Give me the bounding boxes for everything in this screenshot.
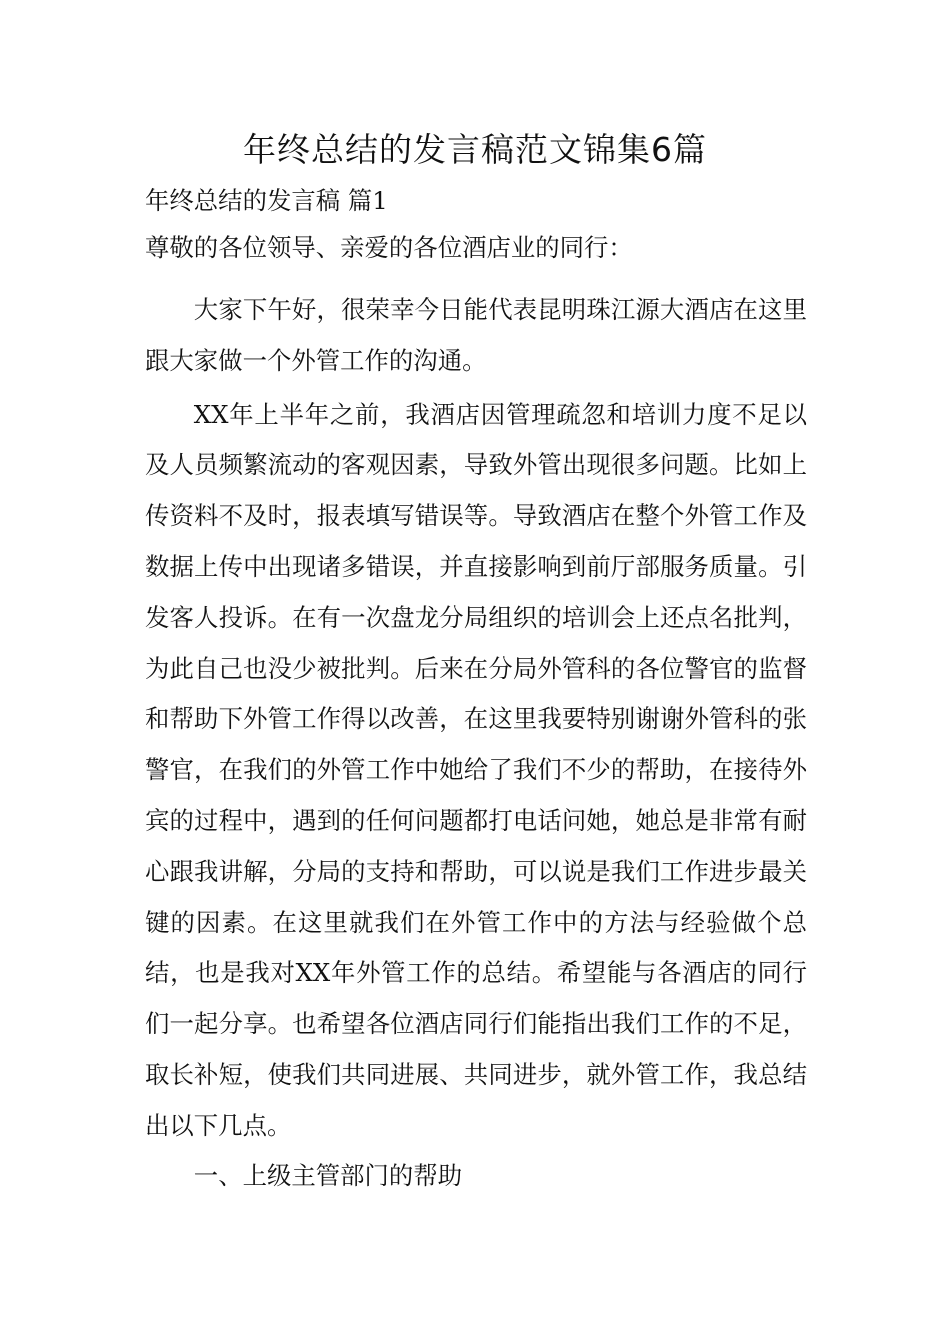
salutation: 尊敬的各位领导、亲爱的各位酒店业的同行： <box>145 233 633 262</box>
paragraph-main: XX年上半年之前，我酒店因管理疏忽和培训力度不足以及人员频繁流动的客观因素，导致外管出现很多问题。比如上传资料不及时，报表填写错误等。导致酒店在整个外管工作及数据上传中出现诸多错误，并直接影响到前厅部服务质量。引发客人投诉。在有一次盘龙分局组织的培训会上还点名批判，为此自己也没少被批判。后来在分局外管科的各位警官的监督和帮助下外管工作得以改善，在这里我要特别谢谢外管科的张警官，在我们的外管工作中她给了我们不少的帮助，在接待外宾的过程中，遇到的任何问题都打电话问她，她总是非常有耐心跟我讲解，分局的支持和帮助，可以说是我们工作进步最关键的因素。在这里就我们在外管工作中的方法与经验做个总结，也是我对XX年外管工作的总结。希望能与各酒店的同行们一起分享。也希望各位酒店同行们能指出我们工作的不足，取长补短，使我们共同进展、共同进步，就外管工作，我总结出以下几点。 <box>145 399 807 1140</box>
paragraph-greeting: 大家下午好，很荣幸今日能代表昆明珠江源大酒店在这里跟大家做一个外管工作的沟通。 <box>145 295 807 375</box>
section-subtitle: 年终总结的发言稿 篇1 <box>145 186 388 215</box>
section-heading-one: 一、上级主管部门的帮助 <box>193 1160 463 1190</box>
document-body <box>145 182 807 1200</box>
document-title: 年终总结的发言稿范文锦集6篇 <box>243 130 707 169</box>
